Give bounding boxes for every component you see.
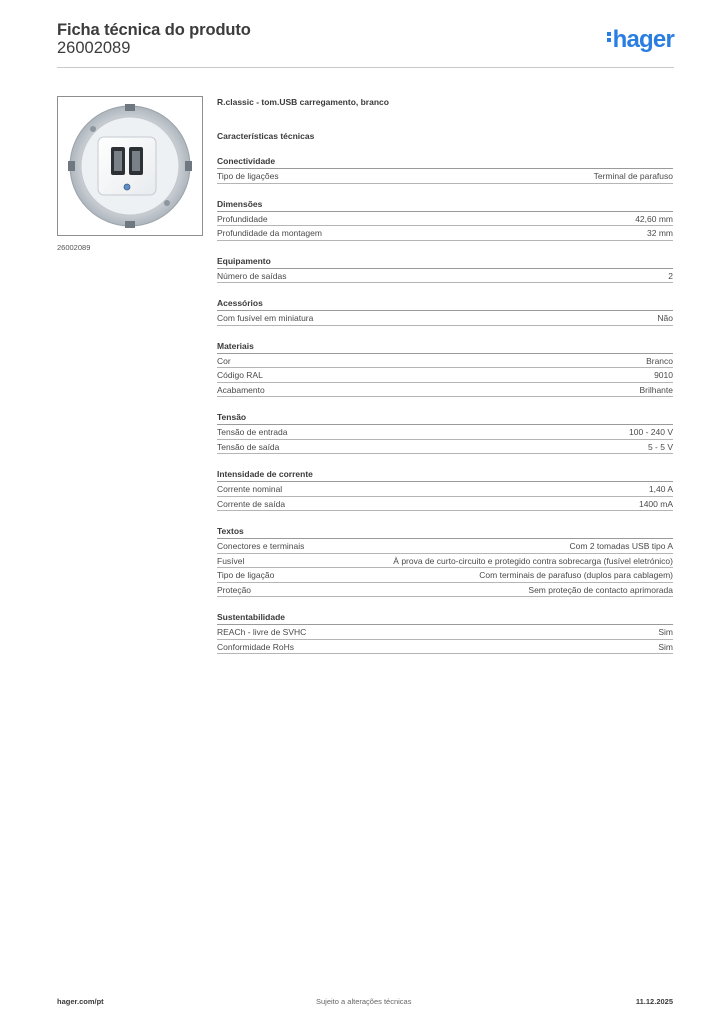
spec-value: Terminal de parafuso [593,171,673,181]
spec-value: 2 [668,270,673,281]
spec-group-title: Acessórios [217,297,673,311]
spec-row [217,583,673,598]
spec-group [217,411,673,454]
spec-group-title: Textos [217,525,673,539]
spec-group-title: Equipamento [217,255,673,269]
spec-label: Tensão de entrada [217,427,288,437]
spec-label: Acabamento [217,384,265,395]
spec-label: Profundidade [217,213,268,224]
spec-label: Número de saídas [217,270,287,281]
spec-label: Tipo de ligação [217,570,275,580]
spec-group [217,525,673,597]
spec-group [217,340,673,398]
spec-label: Profundidade da montagem [217,228,322,238]
hager-logo [607,28,674,52]
spec-value: Sem proteção de contacto aprimorada [528,584,673,595]
product-code: 26002089 [57,39,131,57]
spec-value: 32 mm [647,228,673,238]
spec-group-title: Tensão [217,411,673,425]
product-photo [57,96,203,236]
spec-row [217,425,673,440]
spec-value: 1400 mA [638,498,673,509]
spec-group-title: Dimensões [217,198,673,212]
spec-label: Cor [217,355,231,366]
spec-value: 42,60 mm [635,213,673,224]
spec-row [217,383,673,398]
spec-groups [217,155,673,654]
spec-row [217,354,673,369]
footer-website: hager.com/pt [57,997,104,1006]
header-divider [57,67,674,68]
spec-value: Brilhante [639,384,673,395]
footer-notice: Sujeito a alterações técnicas [316,997,412,1006]
spec-label: Proteção [217,584,252,595]
spec-label: REACh - livre de SVHC [217,627,307,637]
spec-group [217,297,673,326]
section-heading: Características técnicas [217,131,315,141]
footer-date: 11.12.2025 [635,997,673,1006]
spec-label: Tipo de ligações [217,171,279,181]
spec-label: Conectores e terminais [217,541,305,551]
spec-group-title: Materiais [217,340,673,354]
spec-value: Branco [646,355,673,366]
spec-row [217,368,673,383]
spec-group [217,468,673,511]
spec-value: 1,40 A [648,484,673,494]
spec-group-title: Sustentabilidade [217,611,673,625]
spec-row [217,497,673,512]
spec-row [217,212,673,227]
spec-value: Sim [658,627,673,637]
spec-label: Com fusível em miniatura [217,313,314,323]
spec-label: Código RAL [217,370,263,380]
spec-group [217,611,673,654]
spec-row [217,625,673,640]
spec-label: Tensão de saída [217,441,280,452]
spec-group [217,155,673,184]
spec-value: 5 - 5 V [647,441,673,452]
logo-text: hager [612,26,674,53]
page-title: Ficha técnica do produto [57,21,251,39]
spec-label: Corrente de saída [217,498,286,509]
spec-group [217,255,673,284]
spec-value: Não [657,313,673,323]
spec-value: 100 - 240 V [629,427,673,437]
logo-dots-icon [607,30,611,44]
spec-label: Conformidade RoHs [217,641,295,652]
spec-value: Com 2 tomadas USB tipo A [569,541,673,551]
spec-label: Fusível [217,555,245,566]
spec-row [217,311,673,326]
photo-caption: 26002089 [57,243,91,252]
spec-group-title: Conectividade [217,155,673,169]
spec-value: À prova de curto-circuito e protegido contra sobrecarga (fusível eletrónico) [393,555,673,566]
spec-row [217,269,673,284]
spec-row [217,169,673,184]
spec-row [217,568,673,583]
spec-row [217,482,673,497]
spec-row [217,554,673,569]
spec-label: Corrente nominal [217,484,283,494]
spec-row [217,226,673,241]
spec-group [217,198,673,241]
spec-value: Sim [658,641,673,652]
spec-sheet [217,96,673,654]
usb-socket-product-photo [58,97,202,235]
spec-row [217,539,673,554]
spec-group-title: Intensidade de corrente [217,468,673,482]
product-title: R.classic - tom.USB carregamento, branco [217,97,389,107]
spec-row [217,640,673,655]
spec-value: Com terminais de parafuso (duplos para cablagem) [479,570,673,580]
spec-value: 9010 [654,370,673,380]
spec-row [217,440,673,455]
